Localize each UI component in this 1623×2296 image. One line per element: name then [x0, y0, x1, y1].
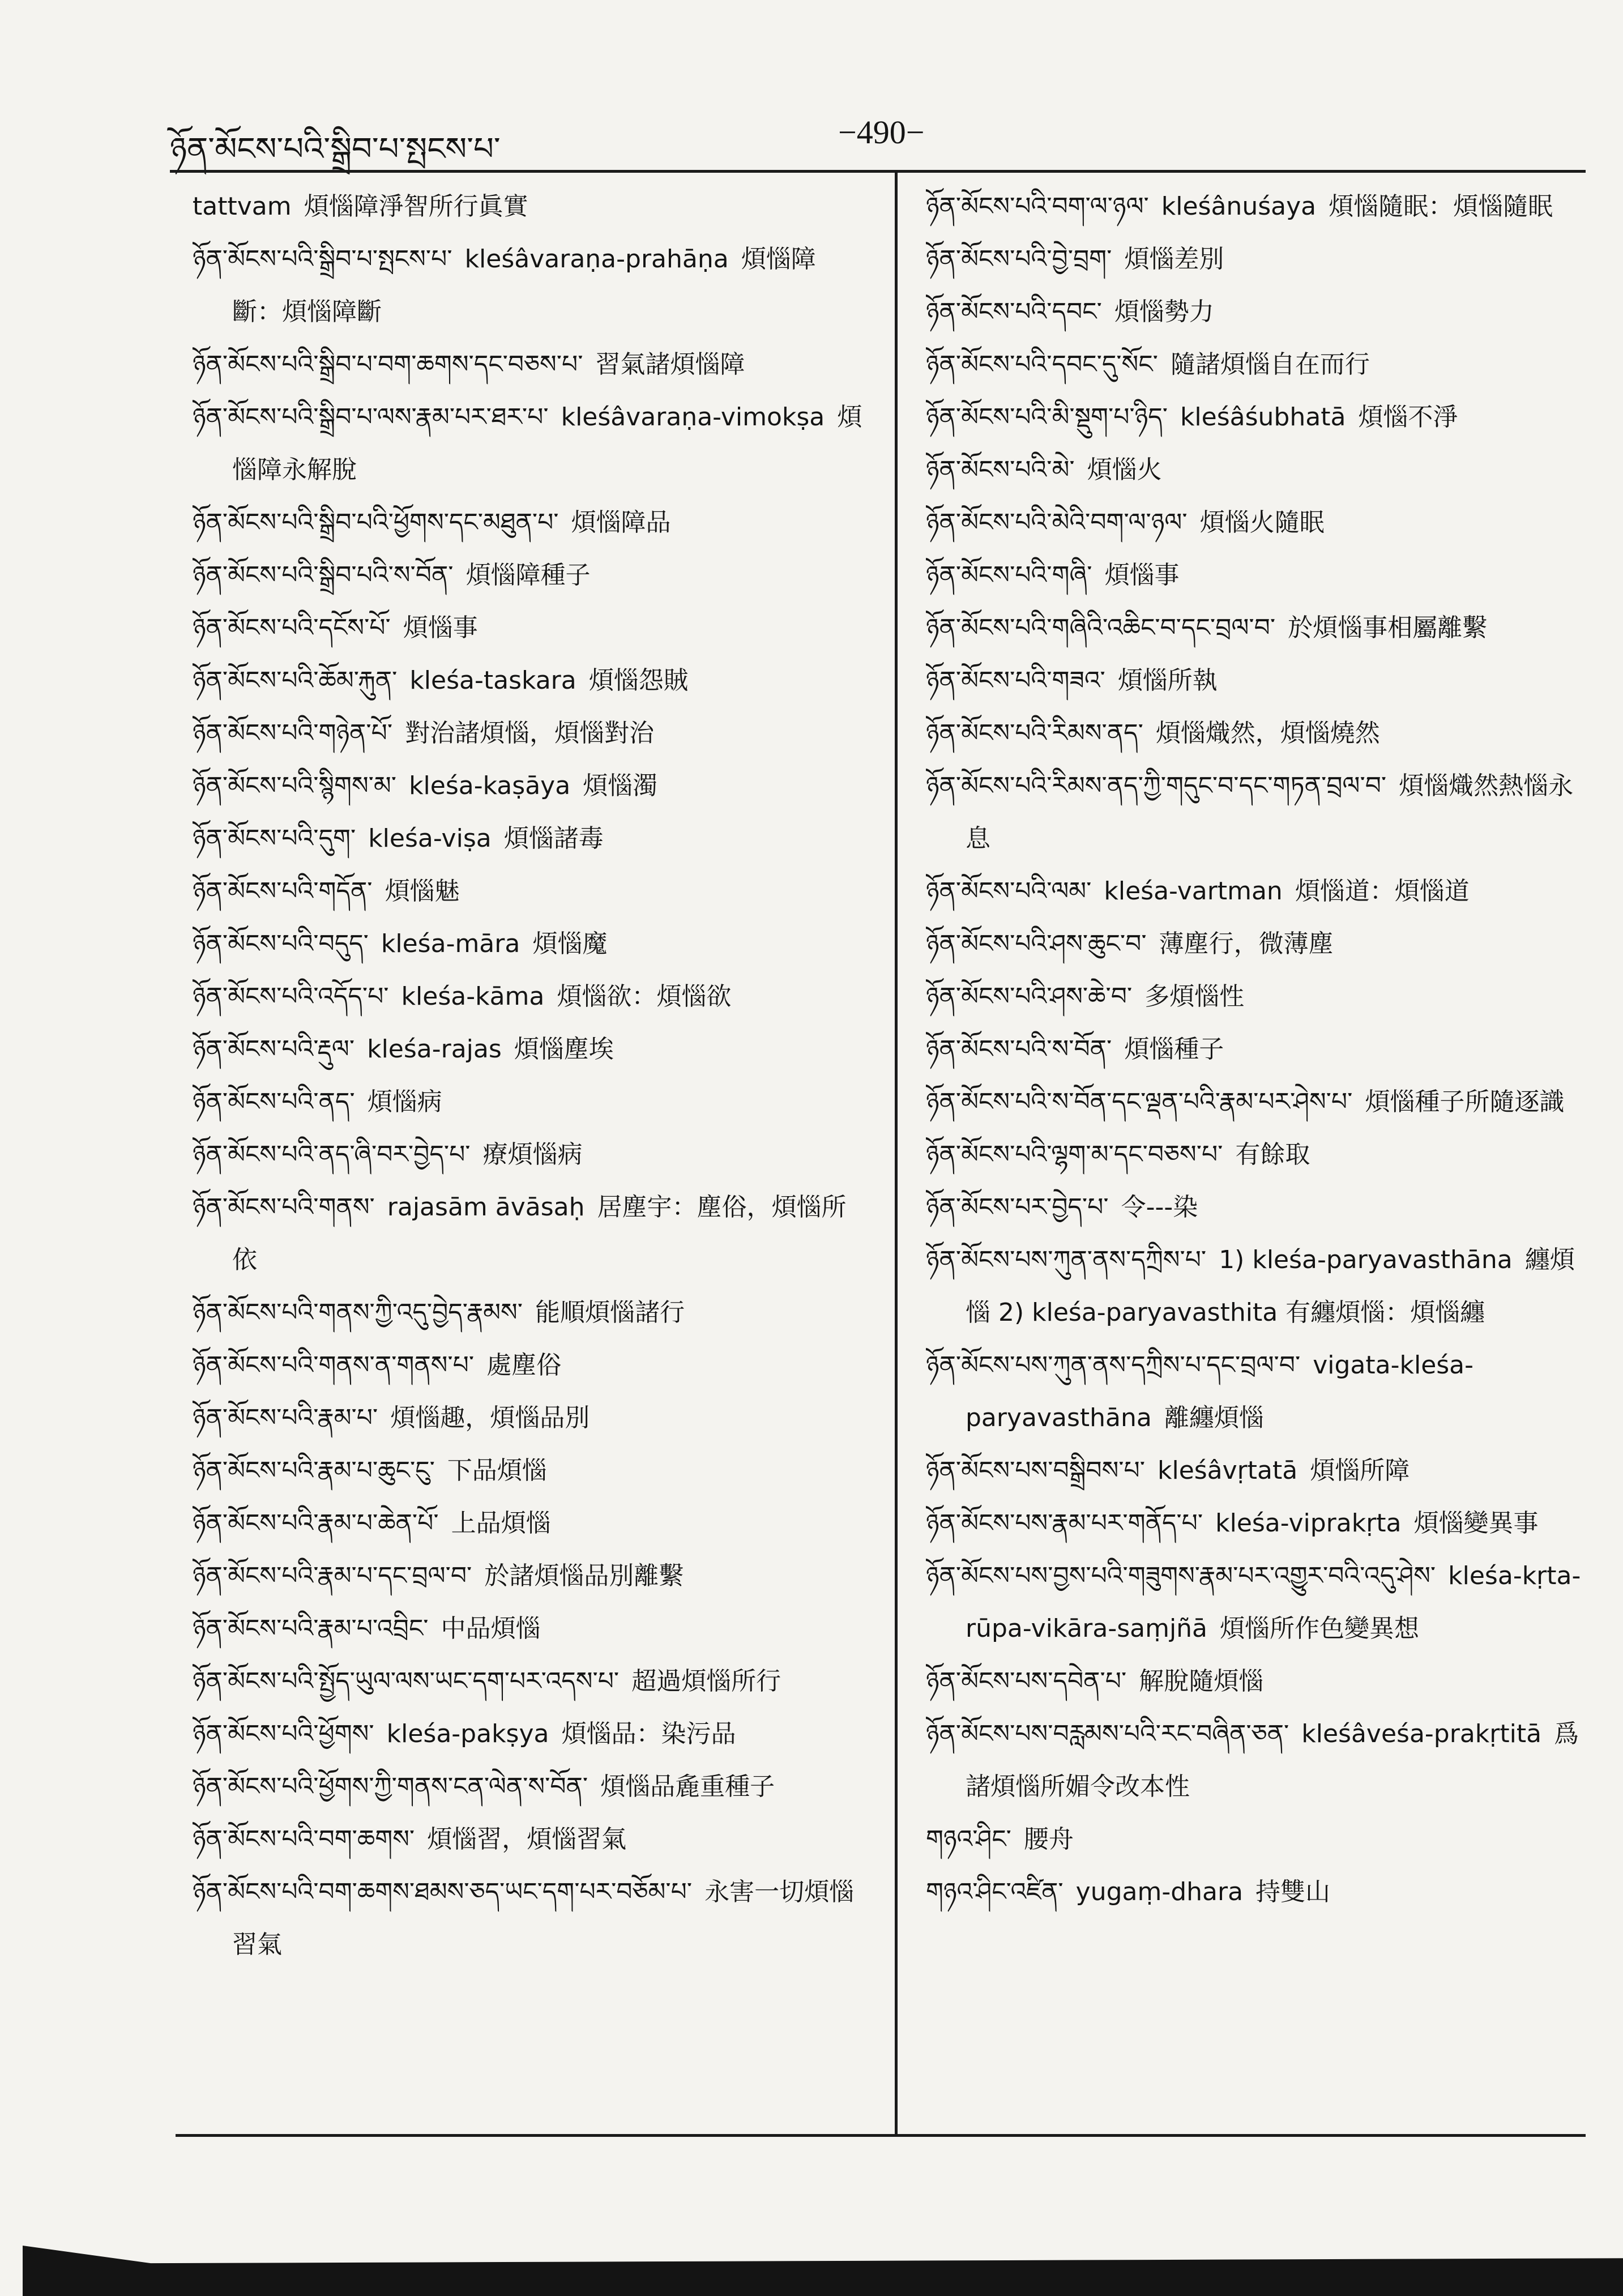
tibetan-term: ཉོན་མོངས་པའི་རྣམ་པ་	[193, 1403, 378, 1432]
chinese-gloss: 煩惱病	[367, 1087, 442, 1116]
tibetan-term: ཉོན་མོངས་པའི་རིམས་ནད་	[926, 719, 1143, 748]
tibetan-term: ཉོན་མོངས་པར་བྱེད་པ་	[926, 1193, 1109, 1222]
dictionary-entry	[193, 496, 864, 549]
tibetan-term: ཉོན་མོངས་པའི་འདོད་པ་	[193, 982, 389, 1011]
tibetan-term: གཉའ་ཤིང་འཛིན་	[926, 1877, 1064, 1906]
dictionary-entry	[926, 549, 1597, 601]
chinese-gloss: 煩惱事	[1104, 561, 1180, 590]
dictionary-entry	[926, 338, 1597, 391]
chinese-gloss: 處塵俗	[486, 1351, 562, 1380]
chinese-gloss: 煩惱魔	[532, 929, 608, 958]
left-column	[193, 180, 864, 2117]
chinese-gloss: 中品煩惱	[441, 1614, 541, 1643]
chinese-gloss: 煩惱所執	[1117, 666, 1218, 695]
tibetan-term: ཉོན་མོངས་པའི་རྡུལ་	[193, 1035, 355, 1064]
dictionary-entry	[926, 496, 1597, 549]
dictionary-entry	[926, 180, 1597, 233]
chinese-gloss: 習氣諸煩惱障	[595, 350, 745, 379]
tibetan-term: ཉོན་མོངས་པའི་གདོན་	[193, 877, 373, 906]
tibetan-term: ཉོན་མོངས་པའི་བག་ལ་ཉལ་	[926, 192, 1149, 221]
chinese-gloss: 煩惱障斷：煩惱障斷	[232, 245, 816, 326]
dictionary-entry	[926, 1339, 1597, 1444]
chinese-gloss: 對治諸煩惱，煩惱對治	[405, 719, 655, 748]
sanskrit-term: tattvam	[193, 192, 292, 221]
chinese-gloss: 多煩惱性	[1144, 982, 1245, 1011]
tibetan-term: ཉོན་མོངས་པའི་གཉེན་པོ་	[193, 719, 393, 748]
chinese-gloss: 能順煩惱諸行	[535, 1298, 685, 1327]
chinese-gloss: 煩惱習，煩惱習氣	[427, 1825, 627, 1854]
chinese-gloss: 煩惱熾然，煩惱燒然	[1155, 719, 1380, 748]
tibetan-term: ཉོན་མོངས་པས་བྱས་པའི་གཟུགས་རྣམ་པར་འགྱུར་བའི་འདུ་ཤེས་	[926, 1561, 1436, 1590]
dictionary-entry	[193, 1444, 864, 1497]
chinese-gloss: 煩惱品：染污品	[561, 1719, 736, 1748]
dictionary-entry	[926, 1128, 1597, 1181]
sanskrit-term: kleśâveśa-prakṛtitā	[1301, 1719, 1542, 1748]
dictionary-entry	[193, 391, 864, 496]
tibetan-term: ཉོན་མོངས་པའི་མེའི་བག་ལ་ཉལ་	[926, 508, 1188, 537]
sanskrit-term: vigata-kleśa-paryavasthāna	[966, 1351, 1474, 1432]
chinese-gloss: 煩惱所作色變異想	[1220, 1614, 1420, 1643]
tibetan-term: ཉོན་མོངས་པས་ཀུན་ནས་དཀྲིས་པ་དང་བྲལ་བ་	[926, 1351, 1301, 1380]
tibetan-term: ཉོན་མོངས་པའི་རྣམ་པ་ཆུང་ངུ་	[193, 1456, 435, 1485]
dictionary-entry	[926, 1076, 1597, 1128]
tibetan-term: ཉོན་མོངས་པས་དབེན་པ་	[926, 1667, 1127, 1696]
column-divider	[895, 170, 898, 2135]
dictionary-entry	[193, 1181, 864, 1286]
tibetan-term: ཉོན་མོངས་པའི་ཤས་ཆེ་བ་	[926, 982, 1133, 1011]
dictionary-entry	[193, 338, 864, 391]
dictionary-entry	[926, 1866, 1597, 1918]
chinese-gloss: 煩惱諸毒	[503, 824, 604, 853]
dictionary-entry	[193, 707, 864, 759]
chinese-gloss: 煩惱障種子	[465, 561, 591, 590]
chinese-gloss: 煩惱怨賊	[588, 666, 689, 695]
dictionary-entry	[926, 759, 1597, 865]
tibetan-term: ཉོན་མོངས་པའི་གནས་	[193, 1193, 375, 1222]
tibetan-term: ཉོན་མོངས་པའི་རྣམ་པ་ཆེན་པོ་	[193, 1509, 439, 1538]
sanskrit-term: yugaṃ-dhara	[1075, 1877, 1244, 1906]
tibetan-term: ཉོན་མོངས་པའི་དབང་དུ་སོང་	[926, 350, 1158, 379]
chinese-gloss: 煩惱變異事	[1413, 1509, 1539, 1538]
dictionary-entry	[193, 654, 864, 707]
dictionary-entry	[193, 1655, 864, 1708]
dictionary-entry	[193, 1760, 864, 1813]
sanskrit-term: kleśa-viṣa	[368, 824, 492, 853]
chinese-gloss: 煩惱事	[403, 613, 478, 642]
dictionary-entry	[193, 917, 864, 970]
sanskrit-term: kleśa-taskara	[409, 666, 576, 695]
chinese-gloss: 煩惱差別	[1124, 245, 1224, 274]
tibetan-term: ཉོན་མོངས་པའི་བག་ཆགས་ཐམས་ཅད་ཡང་དག་པར་བཅོམ་པ་	[193, 1877, 693, 1906]
tibetan-term: གཉའ་ཤིང་	[926, 1825, 1011, 1854]
chinese-gloss: 煩惱種子所隨逐識	[1365, 1087, 1565, 1116]
chinese-gloss: 煩惱勢力	[1114, 297, 1214, 326]
dictionary-entry	[926, 601, 1597, 654]
tibetan-term: ཉོན་མོངས་པའི་རྣམ་པ་དང་བྲལ་བ་	[193, 1561, 472, 1590]
sanskrit-term: kleśa-vartman	[1104, 877, 1283, 906]
tibetan-term: ཉོན་མོངས་པས་བསྒྲིབས་པ་	[926, 1456, 1145, 1485]
top-rule	[170, 170, 1586, 173]
chinese-gloss: 居塵宇：塵俗，煩惱所依	[232, 1193, 847, 1274]
chinese-gloss: 煩惱隨眠：煩惱隨眠	[1329, 192, 1553, 221]
tibetan-term: ཉོན་མོངས་པའི་ཆོམ་རྐུན་	[193, 666, 398, 695]
dictionary-entry	[926, 1181, 1597, 1234]
dictionary-entry	[926, 443, 1597, 496]
chinese-gloss: 煩惱魅	[385, 877, 460, 906]
tibetan-term: ཉོན་མོངས་པའི་གཞིའི་འཆིང་བ་དང་བྲལ་བ་	[926, 613, 1276, 642]
sanskrit-term: kleśânuśaya	[1161, 192, 1317, 221]
chinese-gloss: 煩惱道：煩惱道	[1295, 877, 1470, 906]
dictionary-entry	[193, 1128, 864, 1181]
dictionary-entry	[926, 865, 1597, 917]
chinese-gloss: 煩惱趣，煩惱品別	[390, 1403, 590, 1432]
sanskrit-term: kleśa-pakṣya	[386, 1719, 549, 1748]
sanskrit-term: rajasām āvāsaḥ	[387, 1193, 585, 1222]
chinese-gloss: 上品煩惱	[451, 1509, 551, 1538]
bottom-rule	[176, 2134, 1586, 2137]
chinese-gloss: 煩惱障淨智所行眞實	[304, 192, 528, 221]
dictionary-entry	[193, 1708, 864, 1760]
dictionary-entry	[926, 391, 1597, 443]
dictionary-entry	[193, 1866, 864, 1971]
tibetan-term: ཉོན་མོངས་པའི་དངོས་པོ་	[193, 613, 391, 642]
chinese-gloss: 持雙山	[1255, 1877, 1331, 1906]
chinese-gloss: 煩惱欲：煩惱欲	[557, 982, 732, 1011]
dictionary-entry	[193, 759, 864, 812]
tibetan-term: ཉོན་མོངས་པའི་ས་བོན་	[926, 1035, 1112, 1064]
chinese-gloss: 腰舟	[1023, 1825, 1074, 1854]
dictionary-entry	[193, 601, 864, 654]
chinese-gloss: 令---染	[1121, 1193, 1198, 1222]
tibetan-term: ཉོན་མོངས་པའི་བྱེ་བྲག་	[926, 245, 1112, 274]
dictionary-entry	[926, 1497, 1597, 1550]
sanskrit-term: kleśâvaraṇa-prahāṇa	[464, 245, 729, 274]
dictionary-entry	[193, 1497, 864, 1550]
dictionary-entry	[926, 233, 1597, 285]
dictionary-entry	[193, 1813, 864, 1866]
chinese-gloss: 煩惱火隨眠	[1199, 508, 1325, 537]
dictionary-entry	[193, 1023, 864, 1076]
tibetan-term: ཉོན་མོངས་པའི་དུག་	[193, 824, 356, 853]
page-number: −490−	[838, 114, 925, 151]
sanskrit-term: kleśâvṛtatā	[1157, 1456, 1298, 1485]
dictionary-entry	[193, 865, 864, 917]
tibetan-term: ཉོན་མོངས་པའི་ཕྱོགས་ཀྱི་གནས་ངན་ལེན་ས་བོན་	[193, 1772, 588, 1801]
dictionary-entry	[193, 1076, 864, 1128]
tibetan-term: ཉོན་མོངས་པའི་སྙིགས་མ་	[193, 771, 397, 800]
dictionary-entry	[193, 1550, 864, 1602]
dictionary-entry	[926, 1813, 1597, 1866]
tibetan-term: ཉོན་མོངས་པའི་སྒྲིབ་པ་ལས་རྣམ་པར་ཐར་པ་	[193, 403, 549, 432]
chinese-gloss: 煩惱熾然熱惱永息	[966, 771, 1574, 853]
dictionary-entry	[193, 1286, 864, 1339]
page-header	[170, 96, 1586, 176]
chinese-gloss: 煩惱所障	[1310, 1456, 1410, 1485]
tibetan-term: ཉོན་མོངས་པའི་མི་སྡུག་པ་ཉིད་	[926, 403, 1168, 432]
tibetan-term: ཉོན་མོངས་པའི་སྒྲིབ་པ་བག་ཆགས་དང་བཅས་པ་	[193, 350, 583, 379]
dictionary-entry	[926, 1550, 1597, 1655]
sanskrit-term: kleśâśubhatā	[1180, 403, 1346, 432]
tibetan-term: ཉོན་མོངས་པའི་གནས་ན་གནས་པ་	[193, 1351, 475, 1380]
chinese-gloss: 煩惱障品	[571, 508, 671, 537]
dictionary-entry	[193, 1602, 864, 1655]
chinese-gloss: 煩惱塵埃	[514, 1035, 614, 1064]
chinese-gloss: 纏煩惱 2) kleśa-paryavasthita 有纏煩惱：煩惱纏	[966, 1245, 1575, 1327]
tibetan-term: ཉོན་མོངས་པའི་གཟའ་	[926, 666, 1105, 695]
chinese-gloss: 永害一切煩惱習氣	[232, 1877, 855, 1959]
tibetan-term: ཉོན་མོངས་པའི་བདུད་	[193, 929, 369, 958]
tibetan-term: ཉོན་མོངས་པའི་སྒྲིབ་པ་སྤངས་པ་	[193, 245, 452, 274]
chinese-gloss: 解脫隨煩惱	[1139, 1667, 1264, 1696]
tibetan-term: ཉོན་མོངས་པའི་ཤས་ཆུང་བ་	[926, 929, 1147, 958]
dictionary-entry	[193, 1339, 864, 1392]
sanskrit-term: kleśa-rajas	[367, 1035, 502, 1064]
tibetan-term: ཉོན་མོངས་པའི་མེ་	[926, 455, 1075, 484]
tibetan-term: ཉོན་མོངས་པས་རྣམ་པར་གནོད་པ་	[926, 1509, 1203, 1538]
dictionary-entry	[926, 1655, 1597, 1708]
tibetan-term: ཉོན་མོངས་པས་བརླམས་པའི་རང་བཞིན་ཅན་	[926, 1719, 1289, 1748]
chinese-gloss: 離纏煩惱	[1164, 1403, 1264, 1432]
tibetan-term: ཉོན་མོངས་པའི་སྤྱོད་ཡུལ་ལས་ཡང་དག་པར་འདས་པ་	[193, 1667, 620, 1696]
dictionary-entry	[193, 180, 864, 233]
dictionary-entry	[193, 812, 864, 865]
chinese-gloss: 爲諸煩惱所媚令改本性	[966, 1719, 1579, 1801]
chinese-gloss: 於煩惱事相屬離繫	[1288, 613, 1488, 642]
dictionary-entry	[926, 1708, 1597, 1813]
chinese-gloss: 療煩惱病	[482, 1140, 583, 1169]
tibetan-term: ཉོན་མོངས་པའི་ཕྱོགས་	[193, 1719, 374, 1748]
dictionary-entry	[926, 654, 1597, 707]
dictionary-entry	[926, 917, 1597, 970]
scan-edge-bar	[23, 2246, 1623, 2296]
sanskrit-term: kleśa-māra	[381, 929, 520, 958]
sanskrit-term: kleśa-viprakṛta	[1215, 1509, 1402, 1538]
chinese-gloss: 超過煩惱所行	[631, 1667, 781, 1696]
tibetan-term: ཉོན་མོངས་པའི་ནད་ཞི་བར་བྱེད་པ་	[193, 1140, 471, 1169]
chinese-gloss: 隨諸煩惱自在而行	[1170, 350, 1370, 379]
tibetan-term: ཉོན་མོངས་པའི་སྒྲིབ་པའི་ཕྱོགས་དང་མཐུན་པ་	[193, 508, 559, 537]
dictionary-entry	[193, 549, 864, 601]
dictionary-entry	[926, 1023, 1597, 1076]
tibetan-term: ཉོན་མོངས་པའི་བག་ཆགས་	[193, 1825, 415, 1854]
tibetan-term: ཉོན་མོངས་པའི་གནས་ཀྱི་འདུ་བྱེད་རྣམས་	[193, 1298, 523, 1327]
tibetan-term: ཉོན་མོངས་པས་ཀུན་ནས་དཀྲིས་པ་	[926, 1245, 1207, 1274]
chinese-gloss: 於諸煩惱品別離繫	[484, 1561, 684, 1590]
dictionary-entry	[926, 285, 1597, 338]
dictionary-entry	[926, 970, 1597, 1023]
chinese-gloss: 煩惱品麁重種子	[600, 1772, 775, 1801]
tibetan-term: ཉོན་མོངས་པའི་དབང་	[926, 297, 1102, 326]
sanskrit-term: 1) kleśa-paryavasthāna	[1219, 1245, 1513, 1274]
dictionary-entry	[193, 970, 864, 1023]
dictionary-entry	[193, 233, 864, 338]
chinese-gloss: 有餘取	[1235, 1140, 1310, 1169]
dictionary-entry	[926, 1444, 1597, 1497]
chinese-gloss: 煩惱不淨	[1358, 403, 1458, 432]
dictionary-entry	[926, 1234, 1597, 1339]
chinese-gloss: 薄塵行，微薄塵	[1159, 929, 1334, 958]
tibetan-term: ཉོན་མོངས་པའི་ནད་	[193, 1087, 355, 1116]
right-column	[926, 180, 1597, 2117]
tibetan-term: ཉོན་མོངས་པའི་སྒྲིབ་པའི་ས་བོན་	[193, 561, 454, 590]
chinese-gloss: 煩惱種子	[1124, 1035, 1224, 1064]
chinese-gloss: 下品煩惱	[447, 1456, 547, 1485]
tibetan-term: ཉོན་མོངས་པའི་ལྷག་མ་དང་བཅས་པ་	[926, 1140, 1223, 1169]
dictionary-entry	[926, 707, 1597, 759]
tibetan-term: ཉོན་མོངས་པའི་རིམས་ནད་ཀྱི་གདུང་བ་དང་གཏན་བྲལ་བ་	[926, 771, 1387, 800]
sanskrit-term: kleśâvaraṇa-vimokṣa	[561, 403, 825, 432]
tibetan-term: ཉོན་མོངས་པའི་རྣམ་པ་འབྲིང་	[193, 1614, 429, 1643]
tibetan-term: ཉོན་མོངས་པའི་ས་བོན་དང་ལྡན་པའི་རྣམ་པར་ཤེས་པ་	[926, 1087, 1353, 1116]
sanskrit-term: kleśa-kāma	[401, 982, 545, 1011]
chinese-gloss: 煩惱濁	[583, 771, 658, 800]
tibetan-term: ཉོན་མོངས་པའི་གཞི་	[926, 561, 1092, 590]
tibetan-term: ཉོན་མོངས་པའི་ལམ་	[926, 877, 1092, 906]
dictionary-entry	[193, 1392, 864, 1444]
chinese-gloss: 煩惱火	[1087, 455, 1162, 484]
chinese-gloss: 煩惱障永解脫	[232, 403, 862, 484]
sanskrit-term: kleśa-kaṣāya	[409, 771, 571, 800]
sanskrit-term: kleśa-kṛta-rūpa-vikāra-saṃjñā	[966, 1561, 1581, 1643]
running-head: ཉོན་མོངས་པའི་སྒྲིབ་པ་སྤངས་པ་	[170, 131, 501, 168]
